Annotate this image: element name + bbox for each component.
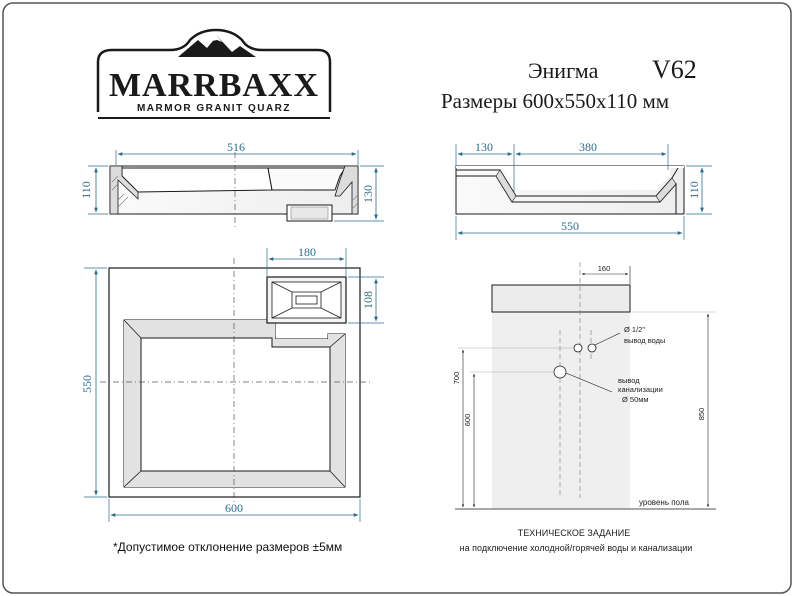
dim-side-basin: 380 — [579, 140, 597, 154]
sewer-label-1: вывод — [618, 376, 640, 385]
dim-drain-depth: 108 — [361, 291, 375, 309]
dim-front-height-left: 110 — [79, 181, 93, 199]
dim-side-height: 110 — [687, 181, 701, 199]
sizes-line: Размеры 600x550x110 мм — [441, 89, 670, 113]
sewer-label-3: Ø 50мм — [622, 395, 649, 404]
floor-label: уровень пола — [639, 498, 689, 507]
water-label-2: вывод воды — [624, 336, 666, 345]
water-outlet-hot — [588, 344, 596, 352]
dim-plan-depth: 550 — [80, 375, 94, 393]
front-section-view — [79, 140, 384, 228]
dim-sink-height: 850 — [697, 407, 706, 421]
dim-front-height-right: 130 — [361, 185, 375, 203]
dim-pipe-offset: 160 — [597, 264, 611, 273]
brand-name: MARRBAXX — [108, 67, 320, 104]
wall — [492, 312, 630, 509]
dim-sewer-height: 600 — [463, 413, 472, 427]
model-name: Энигма — [528, 58, 599, 83]
dim-side-depth: 550 — [561, 219, 579, 233]
dim-water-height: 700 — [452, 371, 461, 385]
dim-drain-width: 180 — [298, 245, 316, 259]
side-section-view — [456, 140, 712, 240]
sewer-outlet — [554, 366, 566, 378]
brand-logo — [98, 30, 330, 118]
water-outlet-cold — [574, 344, 582, 352]
dim-plan-width: 600 — [225, 501, 243, 515]
sewer-label-2: канализации — [618, 385, 663, 394]
water-label-1: Ø 1/2" — [624, 325, 646, 334]
installation-scheme — [452, 262, 716, 553]
model-code: V62 — [652, 55, 697, 84]
caption-subtitle: на подключение холодной/горячей воды и канализации — [459, 543, 693, 553]
brand-tagline: MARMOR GRANIT QUARZ — [136, 103, 292, 114]
tolerance-note: *Допустимое отклонение размеров ±5мм — [113, 540, 343, 554]
dim-front-width: 516 — [227, 140, 245, 154]
dim-side-ledge: 130 — [475, 140, 493, 154]
sink-countertop — [492, 285, 630, 312]
top-plan-view — [80, 245, 384, 522]
caption-title: ТЕХНИЧЕСКОЕ ЗАДАНИЕ — [517, 528, 631, 538]
